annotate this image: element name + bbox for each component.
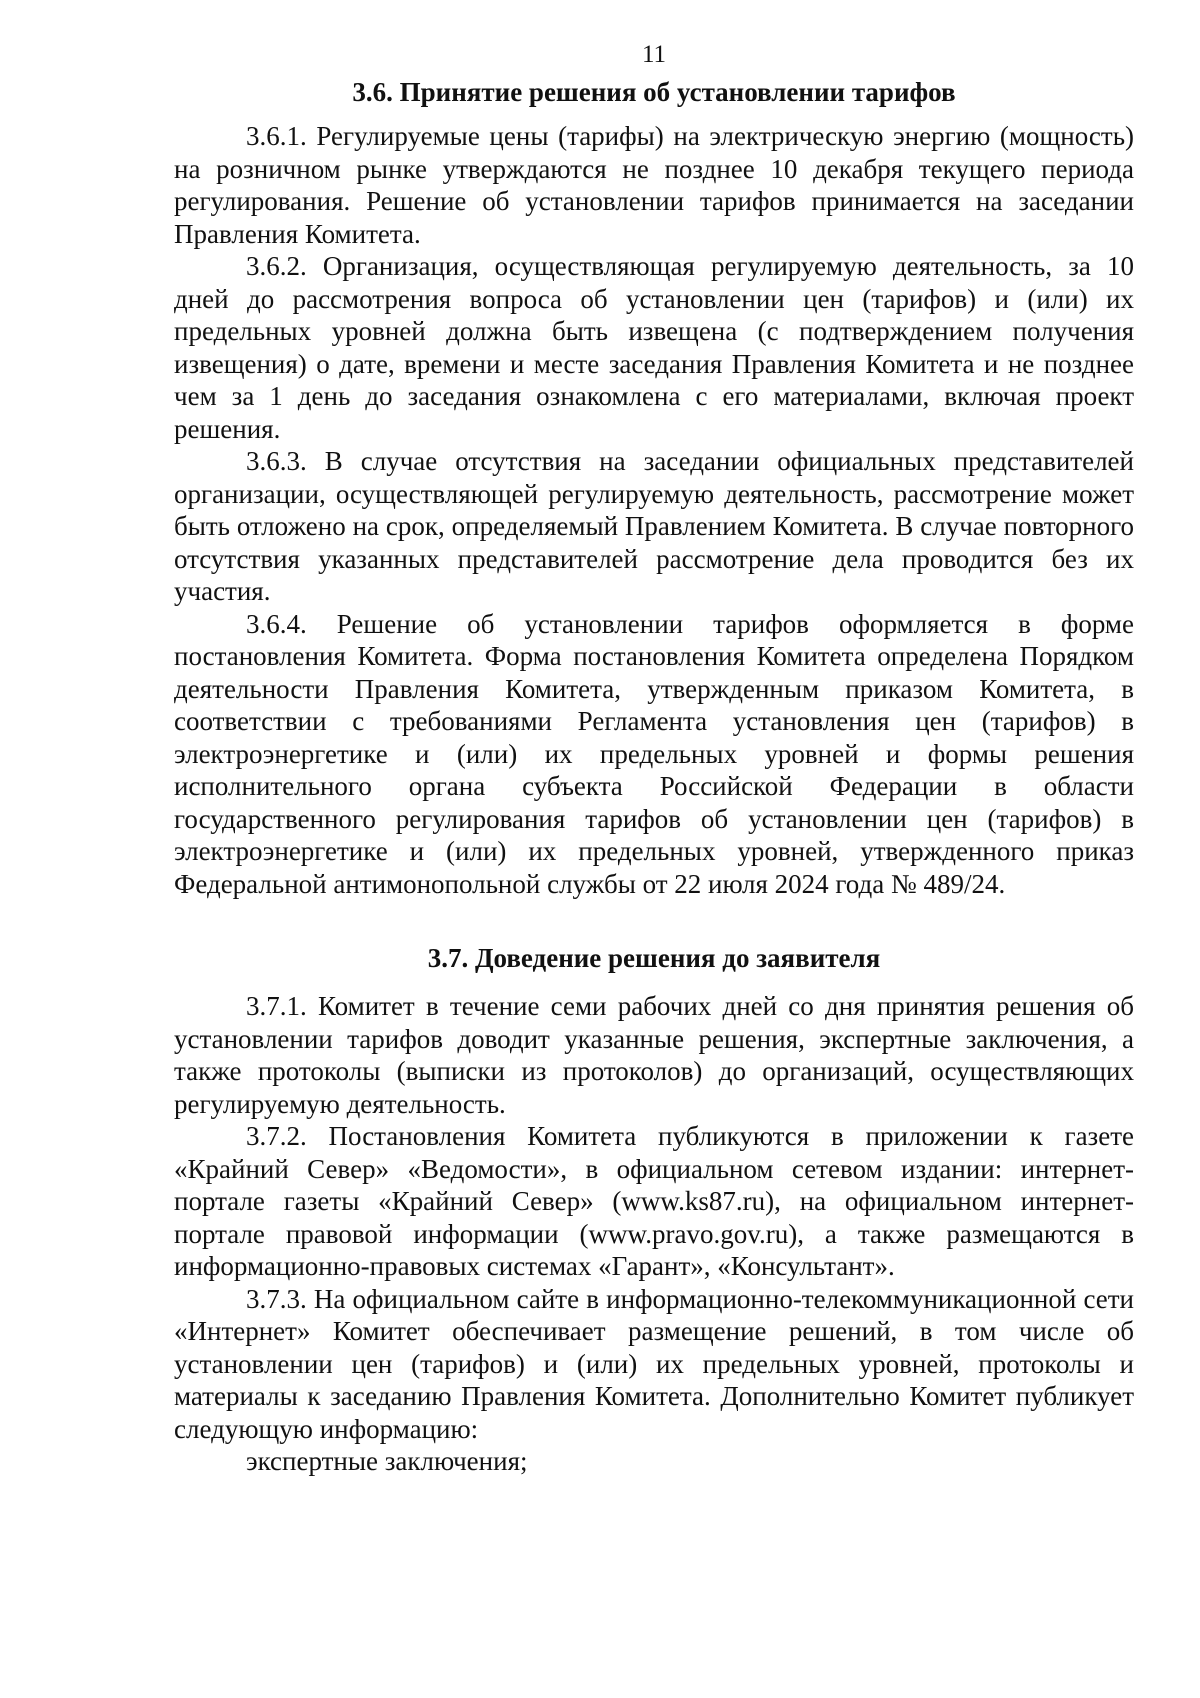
paragraph-3-6-4: 3.6.4. Решение об установлении тарифов оформляется в форме постановления Комитета. Форма постановления Комитета определена Порядком деятельности Правления Комитета, утвержденным приказом Комитета, в соответствии с требованиями Регламента установления цен (тарифов) в электроэнергетике и (или) их предельных уровней и формы решения исполнительного органа субъекта Российской Федерации в области государственного регулирования тарифов об установлении цен (тарифов) в электроэнергетике и (или) их предельных уровней, утвержденного приказ Федеральной антимонопольной службы от 22 июля 2024 года № 489/24. [174,608,1134,899]
section-heading-3-7: 3.7. Доведение решения до заявителя [427,943,881,973]
section-heading-3-6: 3.6. Принятие решения об установлении тарифов [352,77,956,107]
list-item-expert-conclusions: экспертные заключения; [246,1446,528,1476]
page-number: 11 [641,41,667,68]
paragraph-3-7-2: 3.7.2. Постановления Комитета публикуются в приложении к газете «Крайний Север» «Ведомости», в официальном сетевом издании: интернет-портале газеты «Крайний Север» (www.ks87.ru), на официальном интернет-портале правовой информации (www.pravo.gov.ru), а также размещаются в информационно-правовых системах «Гарант», «Консультант». [174,1121,1134,1281]
paragraph-3-6-1: 3.6.1. Регулируемые цены (тарифы) на электрическую энергию (мощность) на розничном рынке утверждаются не позднее 10 декабря текущего периода регулирования. Решение об установлении тарифов принимается на заседании Правления Комитета. [174,121,1134,249]
paragraph-3-6-2: 3.6.2. Организация, осуществляющая регулируемую деятельность, за 10 дней до рассмотрения вопроса об установлении цен (тарифов) и (или) их предельных уровней должна быть извещена (с подтверждением получения извещения) о дате, времени и месте заседания Правления Комитета и не позднее чем за 1 день до заседания ознакомлена с его материалами, включая проект решения. [174,251,1134,444]
paragraph-3-7-3: 3.7.3. На официальном сайте в информационно-телекоммуникационной сети «Интернет» Комитет обеспечивает размещение решений, в том числе об установлении цен (тарифов) и (или) их предельных уровней, протоколы и материалы к заседанию Правления Комитета. Дополнительно Комитет публикует следующую информацию: [174,1283,1134,1444]
paragraph-3-6-3: 3.6.3. В случае отсутствия на заседании официальных представителей организации, осуществляющей регулируемую деятельность, рассмотрение может быть отложено на срок, определяемый Правлением Комитета. В случае повторного отсутствия указанных представителей рассмотрение дела проводится без их участия. [174,446,1134,606]
paragraph-3-7-1: 3.7.1. Комитет в течение семи рабочих дней со дня принятия решения об установлении тарифов доводит указанные решения, экспертные заключения, а также протоколы (выписки из протоколов) до организаций, осуществляющих регулируемую деятельность. [174,991,1134,1119]
document-page [174,40,1134,1478]
